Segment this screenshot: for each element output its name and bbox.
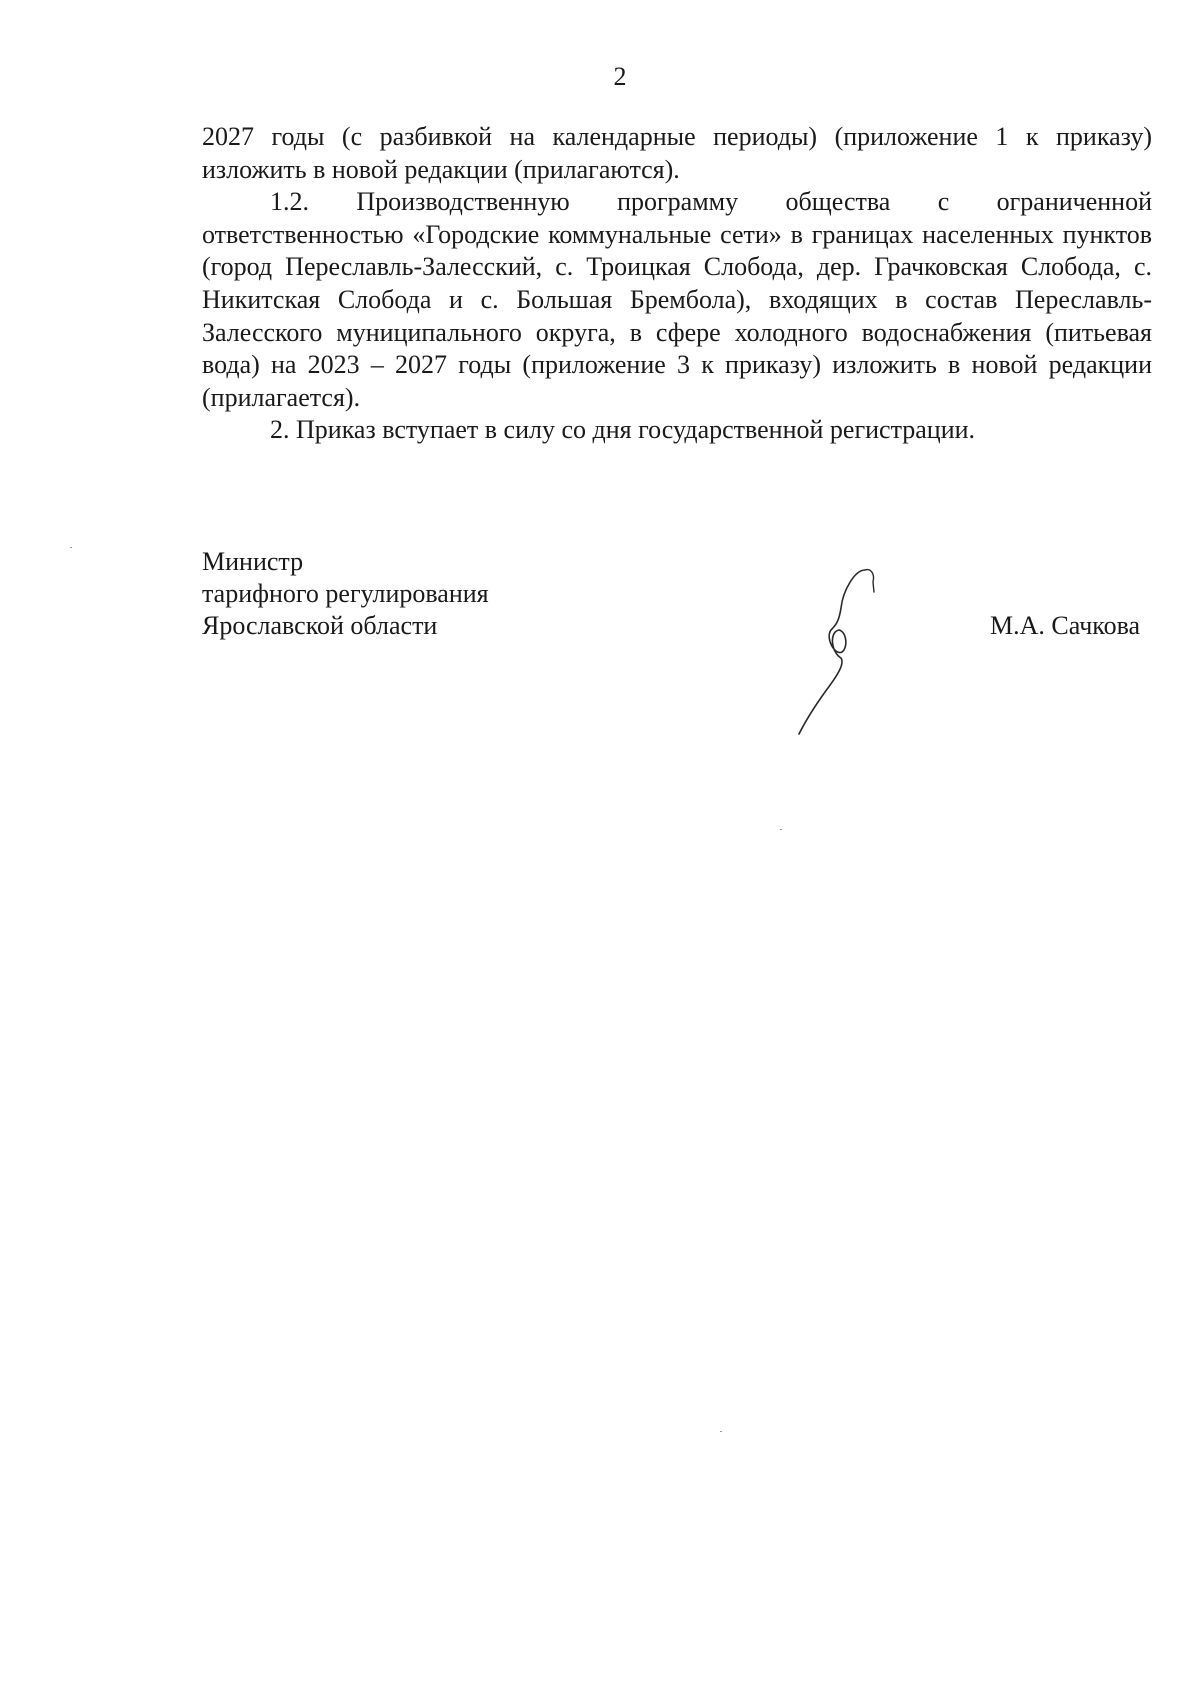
handwritten-signature: [795, 560, 915, 740]
document-body: [202, 121, 1152, 447]
signatory-title-line: тарифного регулирования: [202, 579, 489, 608]
paragraph-production-program: 1.2. Производственную программу общества с ограниченной ответственностью «Городские коммунальные сети» в границах населенных пунктов (город Переславль-Залесский, с. Троицкая Слобода, дер. Грачковская Слобода, с. Никитская Слобода и с. Большая Брембола), входящих в состав Переславль-Залесского муниципального округа, в сфере холодного водоснабжения (питьевая вода) на 2023 – 2027 годы (приложение 3 к приказу) изложить в новой редакции (прилагается).: [202, 187, 1152, 412]
scan-speck: [780, 829, 782, 830]
signatory-title: [202, 546, 489, 642]
scan-speck: [720, 1431, 722, 1432]
signatory-title-line: Министр: [202, 547, 304, 576]
page-number: 2: [613, 62, 627, 91]
paragraph-effective-date: 2. Приказ вступает в силу со дня государственной регистрации.: [270, 415, 976, 445]
signatory-name: М.А. Сачкова: [990, 611, 1141, 640]
paragraph-continuation: 2027 годы (с разбивкой на календарные периоды) (приложение 1 к приказу) изложить в новой редакции (прилагаются).: [202, 122, 1152, 184]
signatory-title-line: Ярославской области: [202, 611, 438, 640]
scan-speck: [70, 547, 72, 548]
